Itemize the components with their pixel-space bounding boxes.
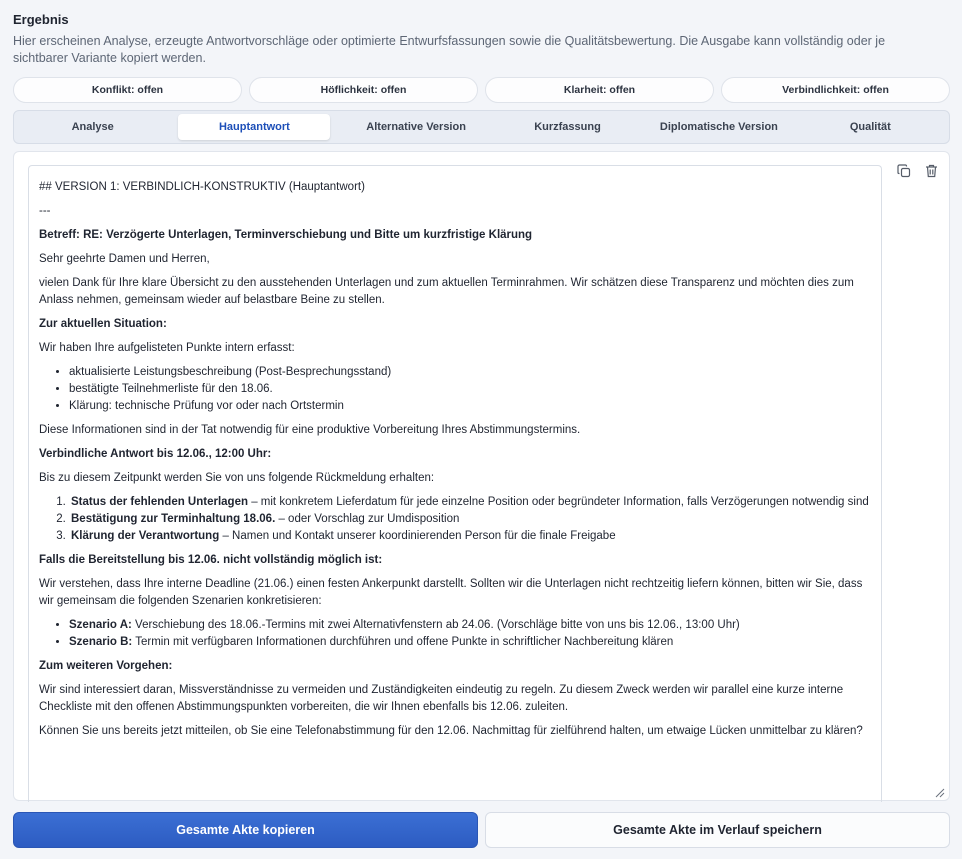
doc-next-text: Wir sind interessiert daran, Missverständnisse zu vermeiden und Zuständigkeiten eindeutig zu regeln. Zu diesem Zweck werden wir parallel eine kurze interne Checkliste mit den offenen Abstimmungspunkten vorbereiten, die wir Ihnen ebenfalls bis 12.06. zuleiten. bbox=[39, 684, 844, 713]
status-badge-konflikt: Konflikt: offen bbox=[13, 77, 242, 103]
result-description: Hier erscheinen Analyse, erzeugte Antwortvorschläge oder optimierte Entwurfsfassungen sowie die Qualitätsbewertung. Die Ausgabe kann vollständig oder je sichtbarer Variante kopiert werden. bbox=[13, 34, 886, 65]
result-title: Ergebnis bbox=[13, 12, 69, 27]
tab-qualitaet[interactable]: Qualität bbox=[849, 121, 891, 133]
trash-icon[interactable] bbox=[922, 162, 940, 180]
doc-intro: vielen Dank für Ihre klare Übersicht zu den ausstehenden Unterlagen und zum aktuellen Terminrahmen. Wir schätzen diese Transparenz und möchten dies zum Anlass nehmen, gemeinsam wieder auf belastbare Beine zu stellen. bbox=[39, 277, 854, 306]
tab-analyse[interactable]: Analyse bbox=[71, 121, 114, 133]
list-item: • Klärung: technische Prüfung vor oder nach Ortstermin bbox=[69, 398, 871, 415]
list-item: 2. Bestätigung zur Terminhaltung 18.06. – oder Vorschlag zur Umdisposition bbox=[69, 511, 871, 528]
doc-answer-list bbox=[69, 494, 871, 545]
tab-alternative-version[interactable]: Alternative Version bbox=[366, 121, 466, 133]
doc-heading-situation: Zur aktuellen Situation: bbox=[39, 318, 167, 330]
doc-situation-note: Diese Informationen sind in der Tat notwendig für eine produktive Vorbereitung Ihres Abstimmungstermins. bbox=[39, 424, 581, 436]
doc-heading: ## VERSION 1: VERBINDLICH-KONSTRUKTIV (Hauptantwort) bbox=[39, 181, 365, 193]
doc-subject: Betreff: RE: Verzögerte Unterlagen, Terminverschiebung und Bitte um kurzfristige Klärung bbox=[39, 229, 533, 241]
output-textarea[interactable] bbox=[28, 165, 882, 802]
copy-all-button[interactable]: Gesamte Akte kopieren bbox=[13, 812, 478, 848]
status-badge-verbindlichkeit: Verbindlichkeit: offen bbox=[721, 77, 950, 103]
status-badge-hoeflichkeit: Höflichkeit: offen bbox=[249, 77, 478, 103]
status-badge-klarheit: Klarheit: offen bbox=[485, 77, 714, 103]
doc-scenario-list bbox=[69, 617, 871, 651]
doc-situation-text: Wir haben Ihre aufgelisteten Punkte intern erfasst: bbox=[39, 342, 295, 354]
doc-separator: --- bbox=[39, 205, 51, 217]
tab-kurzfassung[interactable]: Kurzfassung bbox=[534, 121, 601, 133]
doc-heading-fallback: Falls die Bereitstellung bis 12.06. nicht vollständig möglich ist: bbox=[39, 554, 383, 566]
list-item: 3. Klärung der Verantwortung – Namen und Kontakt unserer koordinierenden Person für die finale Freigabe bbox=[69, 528, 871, 545]
doc-heading-answer: Verbindliche Antwort bis 12.06., 12:00 Uhr: bbox=[39, 448, 272, 460]
list-item: 1. Status der fehlenden Unterlagen – mit konkretem Lieferdatum für jede einzelne Position oder begründeter Information, falls Verzögerungen notwendig sind bbox=[69, 494, 871, 511]
tab-hauptantwort[interactable]: Hauptantwort bbox=[178, 114, 330, 140]
list-item: • Szenario A: Verschiebung des 18.06.-Termins mit zwei Alternativfenstern ab 24.06. (Vorschläge bitte von uns bis 12.06., 13:00 Uhr) bbox=[69, 617, 871, 634]
result-tabs bbox=[13, 110, 950, 144]
doc-greeting: Sehr geehrte Damen und Herren, bbox=[39, 253, 210, 265]
output-panel bbox=[13, 151, 950, 801]
doc-question: Können Sie uns bereits jetzt mitteilen, ob Sie eine Telefonabstimmung für den 12.06. Nachmittag für zielführend halten, um etwaige Lücken unmittelbar zu klären? bbox=[39, 725, 863, 737]
list-item: • aktualisierte Leistungsbeschreibung (Post-Besprechungsstand) bbox=[69, 364, 871, 381]
doc-situation-list bbox=[69, 364, 871, 415]
copy-icon[interactable] bbox=[895, 162, 913, 180]
doc-heading-next: Zum weiteren Vorgehen: bbox=[39, 660, 173, 672]
resize-handle-icon[interactable] bbox=[933, 785, 945, 797]
status-row bbox=[13, 77, 950, 103]
list-item: • bestätigte Teilnehmerliste für den 18.06. bbox=[69, 381, 871, 398]
doc-answer-text: Bis zu diesem Zeitpunkt werden Sie von uns folgende Rückmeldung erhalten: bbox=[39, 472, 435, 484]
tab-diplomatische-version[interactable]: Diplomatische Version bbox=[659, 121, 778, 133]
list-item: • Szenario B: Termin mit verfügbaren Informationen durchführen und offene Punkte in schriftlicher Nachbereitung klären bbox=[69, 634, 871, 651]
doc-fallback-text: Wir verstehen, dass Ihre interne Deadline (21.06.) einen festen Ankerpunkt darstellt. Sollten wir die Unterlagen nicht rechtzeitig liefern können, bitten wir Sie, dass wir gemeinsam die folgenden Szenarien konkretisieren: bbox=[39, 578, 863, 607]
save-history-button[interactable]: Gesamte Akte im Verlauf speichern bbox=[485, 812, 950, 848]
action-buttons bbox=[13, 812, 950, 848]
